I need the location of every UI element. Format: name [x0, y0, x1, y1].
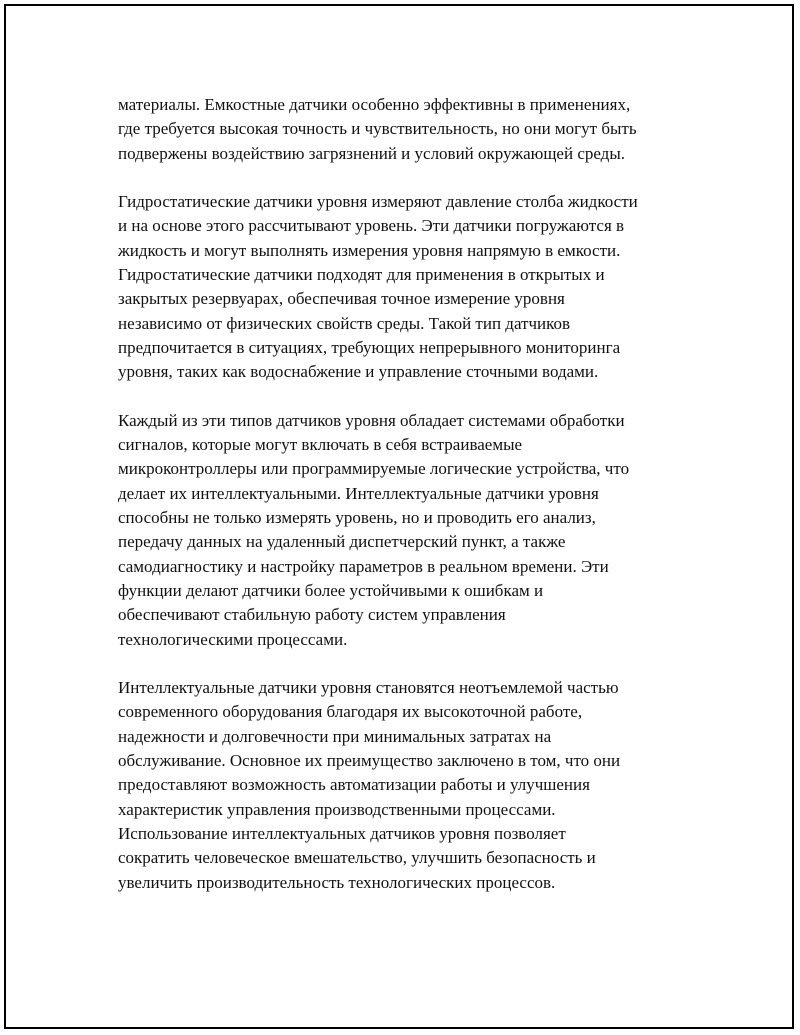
text-line: сигналов, которые могут включать в себя встраиваемые [118, 435, 523, 455]
text-line: Использование интеллектуальных датчиков уровня позволяет [118, 823, 566, 843]
text-line: микроконтроллеры или программируемые логические устройства, что [118, 459, 630, 479]
text-line: уровня, таких как водоснабжение и управление сточными водами. [118, 362, 599, 382]
paragraph-hydrostatic-sensors [118, 190, 684, 384]
text-line: жидкость и могут выполнять измерения уровня напрямую в емкости. [118, 240, 621, 260]
text-line: подвержены воздействию загрязнений и условий окружающей среды. [118, 143, 626, 163]
text-line: увеличить производительность технологических процессов. [118, 872, 556, 892]
text-line: предоставляют возможность автоматизации работы и улучшения [118, 775, 590, 795]
text-line: самодиагностику и настройку параметров в реальном времени. Эти [118, 556, 609, 576]
text-line: предпочитается в ситуациях, требующих непрерывного мониторинга [118, 337, 621, 357]
text-line: Каждый из эти типов датчиков уровня обладает системами обработки [118, 410, 625, 430]
text-line: и на основе этого рассчитывают уровень. Эти датчики погружаются в [118, 216, 625, 236]
text-line: способны не только измерять уровень, но и проводить его анализ, [118, 508, 596, 528]
text-line: обеспечивают стабильную работу систем управления [118, 605, 506, 625]
paragraph-capacitive-sensors [118, 93, 684, 166]
text-line: где требуется высокая точность и чувствительность, но они могут быть [118, 119, 637, 139]
text-line: сократить человеческое вмешательство, улучшить безопасность и [118, 848, 596, 868]
text-line: делает их интеллектуальными. Интеллектуальные датчики уровня [118, 483, 599, 503]
text-line: Гидростатические датчики уровня измеряют давление столба жидкости [118, 192, 638, 212]
text-line: технологическими процессами. [118, 629, 348, 649]
text-line: независимо от физических свойств среды. Такой тип датчиков [118, 313, 571, 333]
text-line: закрытых резервуарах, обеспечивая точное измерение уровня [118, 289, 565, 309]
text-line: функции делают датчики более устойчивыми к ошибкам и [118, 580, 544, 600]
paragraph-intelligent-sensors [118, 676, 684, 895]
document-body [118, 93, 684, 919]
text-line: надежности и долговечности при минимальных затратах на [118, 726, 552, 746]
text-line: обслуживание. Основное их преимущество заключено в том, что они [118, 751, 621, 771]
text-line: Интеллектуальные датчики уровня становятся неотъемлемой частью [118, 678, 619, 698]
text-line: современного оборудования благодаря их высокоточной работе, [118, 702, 583, 722]
paragraph-signal-processing [118, 409, 684, 652]
text-line: материалы. Емкостные датчики особенно эффективны в применениях, [118, 95, 631, 114]
text-line: передачу данных на удаленный диспетчерский пункт, а также [118, 532, 566, 552]
text-line: характеристик управления производственными процессами. [118, 799, 556, 819]
text-line: Гидростатические датчики подходят для применения в открытых и [118, 265, 605, 285]
